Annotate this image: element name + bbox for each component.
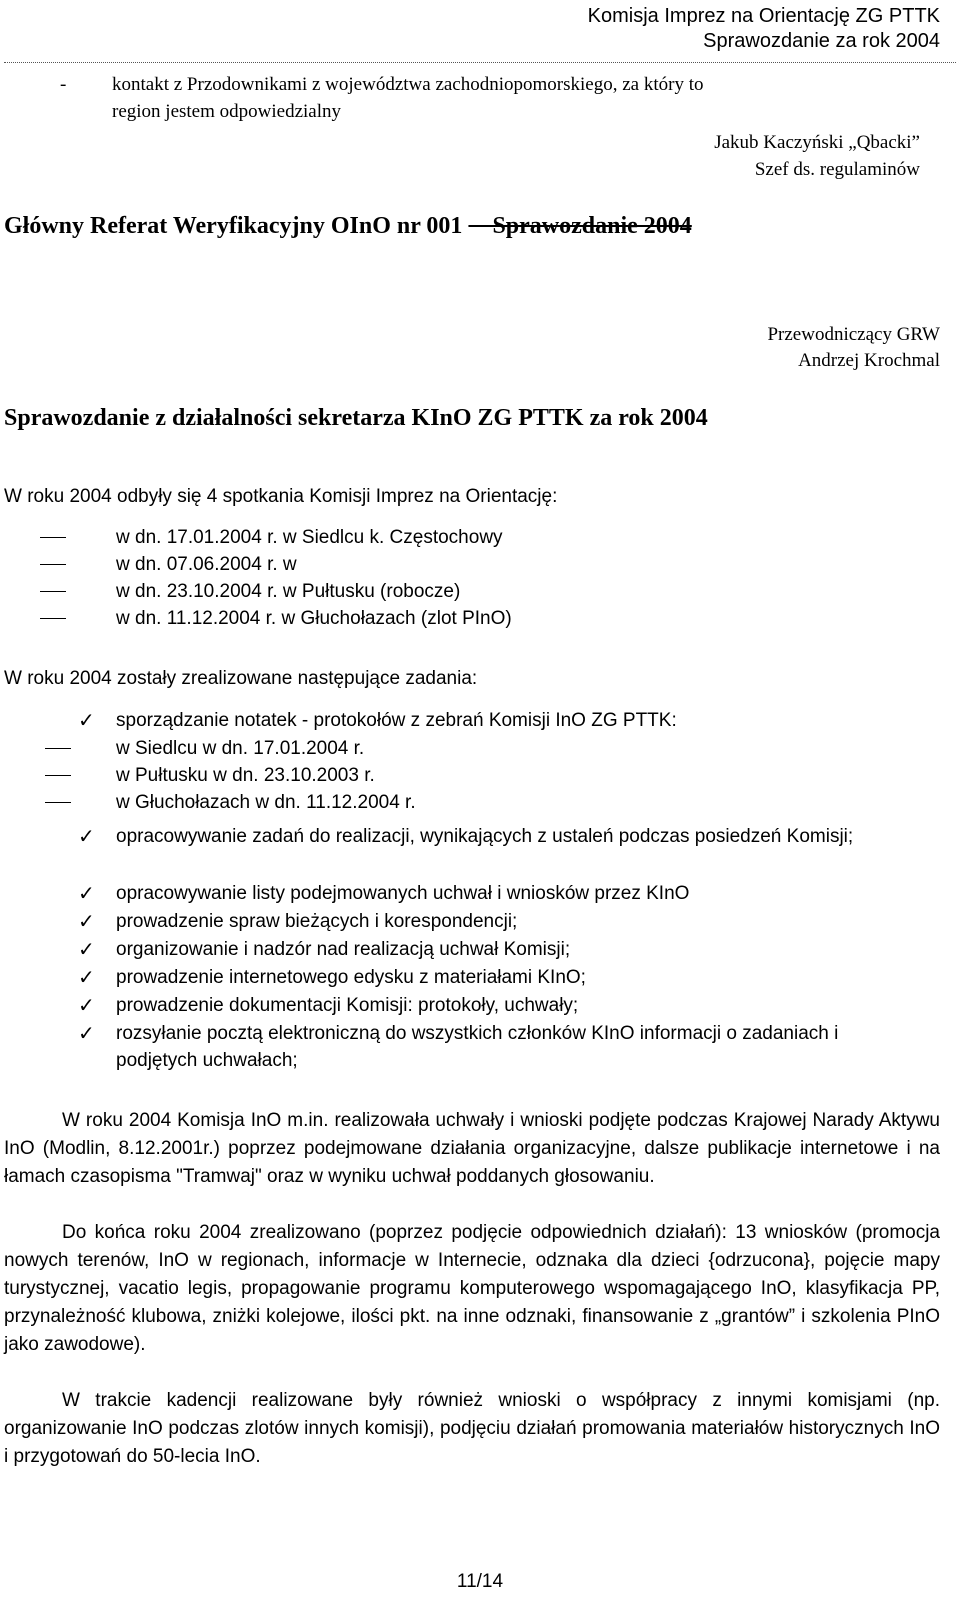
page-header: [588, 4, 940, 54]
task-item: [78, 1020, 876, 1074]
meeting-text: w dn. 11.12.2004 r. w Głuchołazach (zlot PInO): [116, 608, 512, 629]
checkmark-icon: ✓: [78, 708, 95, 732]
paragraph-text: Do końca roku 2004 zrealizowano (poprzez podjęcie odpowiednich działań): 13 wniosków (promocja nowych terenów, InO w regionach, informacje w Internecie, odznaka dla dzieci {odrzucona}, pojęcie mapy turystycznej, vacatio legis, propagowanie programu komputerowego wspomagającego InO, klasyfikacja PP, przynależność klubowa, zniżki kolejowe, ilości pkt. na inne odznaki, finansowanie z „grantów” i szkolenia PInO jako zawodowe).: [4, 1222, 940, 1355]
paragraph-motions: [4, 1219, 940, 1359]
dash-marker: [40, 591, 66, 592]
task-text: sporządzanie notatek - protokołów z zebrań Komisji InO ZG PTTK:: [116, 710, 677, 731]
task-text: opracowywanie listy podejmowanych uchwał i wniosków przez KInO: [116, 883, 690, 904]
paragraph-text: W roku 2004 Komisja InO m.in. realizowała uchwały i wnioski podjęte podczas Krajowej Narady Aktywu InO (Modlin, 8.12.2001r.) poprzez podejmowane działania organizacyjne, dalsze publikacje internetowe i na łamach czasopisma "Tramwaj" oraz w wyniku uchwał poddanych głosowaniu.: [4, 1110, 940, 1187]
task-item: [78, 964, 936, 991]
paragraph-indent: [4, 1390, 62, 1411]
intro-bullet-line2: region jestem odpowiedzialny: [112, 101, 341, 122]
checkmark-icon: ✓: [78, 937, 95, 961]
task-sub-item: [116, 789, 416, 816]
task-text: prowadzenie dokumentacji Komisji: protokoły, uchwały;: [116, 995, 579, 1016]
task-sub-text: w Głuchołazach w dn. 11.12.2004 r.: [116, 792, 416, 813]
task-sub-text: w Pułtusku w dn. 23.10.2003 r.: [116, 765, 375, 786]
meetings-intro: W roku 2004 odbyły się 4 spotkania Komisji Imprez na Orientację:: [4, 486, 558, 507]
paragraph-text: W trakcie kadencji realizowane były również wnioski o współpracy z innymi komisjami (np. organizowanie InO podczas zlotów innych komisji), podjęciu działań promowania materiałów historycznych InO i przygotowań do 50-lecia InO.: [4, 1390, 940, 1467]
task-sub-item: [116, 762, 375, 789]
tasks-intro: W roku 2004 zostały zrealizowane następujące zadania:: [4, 668, 478, 689]
intro-signature-name: Jakub Kaczyński „Qbacki”: [714, 132, 920, 153]
checkmark-icon: ✓: [78, 824, 95, 848]
dash-marker: [45, 775, 71, 776]
meeting-text: w dn. 07.06.2004 r. w: [116, 554, 297, 575]
task-text: prowadzenie spraw bieżących i korespondencji;: [116, 911, 518, 932]
checkmark-icon: ✓: [78, 909, 95, 933]
secretary-heading: Sprawozdanie z działalności sekretarza KInO ZG PTTK za rok 2004: [4, 405, 708, 431]
task-text: organizowanie i nadzór nad realizacją uchwał Komisji;: [116, 939, 571, 960]
checkmark-icon: ✓: [78, 965, 95, 989]
intro-bullet-marker: -: [60, 74, 67, 95]
checkmark-icon: ✓: [78, 881, 95, 905]
meeting-text: w dn. 17.01.2004 r. w Siedlcu k. Częstochowy: [116, 527, 503, 548]
checkmark-icon: ✓: [78, 1021, 95, 1045]
task-item: [78, 992, 936, 1019]
grw-heading: [4, 213, 692, 240]
paragraph-indent: [4, 1110, 62, 1131]
dash-marker: [40, 537, 66, 538]
header-commission: Komisja Imprez na Orientację ZG PTTK: [587, 5, 940, 27]
meeting-item: [116, 551, 297, 578]
paragraph-resolutions: [4, 1107, 940, 1191]
checkmark-icon: ✓: [78, 993, 95, 1017]
dash-marker: [45, 748, 71, 749]
dash-marker: [45, 802, 71, 803]
meeting-item: [116, 578, 460, 605]
page-number: 11/14: [456, 1571, 504, 1592]
dash-marker: [40, 564, 66, 565]
header-divider: [4, 62, 956, 63]
task-item: [78, 823, 896, 850]
dash-marker: [40, 618, 66, 619]
grw-signature-name: Andrzej Krochmal: [798, 350, 940, 371]
meeting-text: w dn. 23.10.2004 r. w Pułtusku (robocze): [116, 581, 461, 602]
grw-signature-role: Przewodniczący GRW: [767, 324, 940, 345]
task-text: prowadzenie internetowego edysku z materiałami KInO;: [116, 967, 586, 988]
grw-heading-text: Główny Referat Weryfikacyjny OInO nr 001: [4, 213, 469, 239]
task-item: [78, 707, 936, 734]
task-text: rozsyłanie pocztą elektroniczną do wszystkich członków KInO informacji o zadaniach i podjętych uchwałach;: [116, 1023, 839, 1071]
task-sub-text: w Siedlcu w dn. 17.01.2004 r.: [116, 738, 365, 759]
paragraph-indent: [4, 1222, 62, 1243]
meeting-item: [116, 524, 503, 551]
grw-heading-struck: Sprawozdanie 2004: [468, 213, 692, 239]
meeting-item: [116, 605, 512, 632]
task-text: opracowywanie zadań do realizacji, wynikających z ustaleń podczas posiedzeń Komisji;: [116, 826, 854, 847]
task-item: [78, 880, 936, 907]
task-item: [78, 936, 936, 963]
task-sub-item: [116, 735, 364, 762]
task-item: [78, 908, 936, 935]
intro-signature-role: Szef ds. regulaminów: [754, 159, 920, 180]
header-report-title: Sprawozdanie za rok 2004: [703, 30, 940, 52]
intro-bullet-line1: kontakt z Przodownikami z województwa zachodniopomorskiego, za który to: [112, 74, 704, 95]
paragraph-cooperation: [4, 1387, 940, 1471]
